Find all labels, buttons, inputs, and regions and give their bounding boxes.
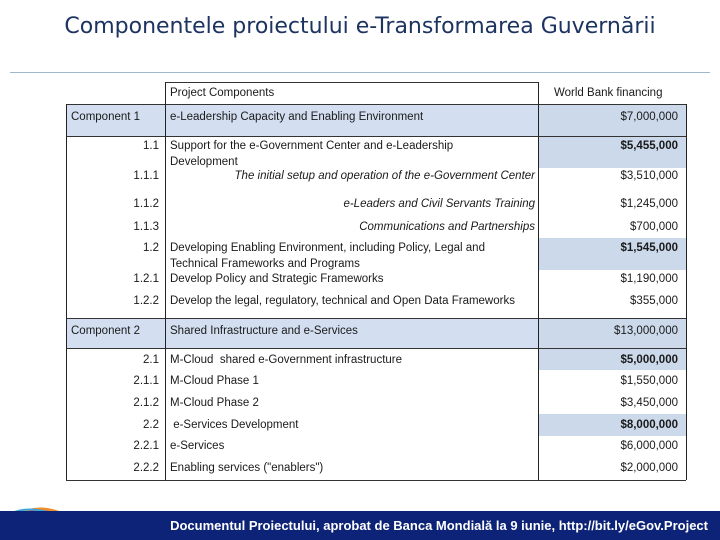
row-description: Enabling services ("enablers")	[170, 462, 324, 474]
row-amount: $1,545,000	[620, 242, 678, 254]
table-row	[66, 168, 686, 194]
row-code: 2.2.2	[133, 462, 159, 474]
row-amount: $8,000,000	[620, 419, 678, 431]
table-row	[66, 292, 686, 318]
row-description: Communications and Partnerships	[359, 221, 535, 233]
table-border	[66, 104, 67, 480]
row-amount: $3,510,000	[620, 170, 678, 182]
row-description: e-Services Development	[170, 419, 299, 431]
row-amount: $355,000	[630, 295, 678, 307]
table-border	[66, 104, 686, 105]
table-border	[686, 104, 687, 480]
table-row	[66, 136, 686, 168]
row-code: 1.2	[143, 242, 159, 254]
table-border	[66, 136, 686, 137]
row-description: e-Services	[170, 440, 225, 452]
table-row	[66, 104, 686, 136]
table-border	[538, 82, 539, 480]
table-row	[66, 458, 686, 480]
row-code: 1.1.1	[133, 170, 159, 182]
row-amount: $5,000,000	[620, 354, 678, 366]
row-amount: $1,550,000	[620, 375, 678, 387]
row-amount: $6,000,000	[620, 440, 678, 452]
row-description: M-Cloud shared e-Government infrastructure	[170, 354, 403, 366]
title-divider	[10, 72, 710, 73]
footer-bar	[0, 511, 720, 540]
row-description: Support for the e-Government Center and e-Leadership Development	[170, 140, 454, 168]
row-description: M-Cloud Phase 2	[170, 397, 259, 409]
row-description: The initial setup and operation of the e-Government Center	[234, 170, 535, 182]
row-amount: $13,000,000	[614, 325, 678, 337]
row-code: 2.1.1	[133, 375, 159, 387]
table-row	[66, 238, 686, 270]
row-amount: $1,245,000	[620, 198, 678, 210]
row-code: 2.2	[143, 419, 159, 431]
row-code: 1.1.2	[133, 198, 159, 210]
row-amount: $2,000,000	[620, 462, 678, 474]
row-amount: $1,190,000	[620, 273, 678, 285]
row-description: Develop Policy and Strategic Frameworks	[170, 273, 384, 285]
row-code: 1.1	[143, 140, 159, 152]
row-amount: $5,455,000	[620, 140, 678, 152]
row-code: 1.1.3	[133, 221, 159, 233]
row-description: Develop the legal, regulatory, technical and Open Data Frameworks	[170, 295, 515, 307]
row-code: 2.1.2	[133, 397, 159, 409]
table-row	[66, 392, 686, 414]
table-row	[66, 216, 686, 238]
table-row	[66, 348, 686, 370]
table-border	[66, 348, 686, 349]
table-row	[66, 414, 686, 436]
table-row	[66, 370, 686, 392]
table-border	[66, 318, 686, 319]
table-row	[66, 194, 686, 216]
header-financing: World Bank financing	[554, 87, 663, 99]
row-code: Component 1	[71, 111, 141, 123]
row-description: e-Leaders and Civil Servants Training	[343, 198, 535, 210]
table-header	[66, 82, 686, 104]
table-border	[66, 480, 686, 481]
row-description: M-Cloud Phase 1	[170, 375, 259, 387]
row-amount: $3,450,000	[620, 397, 678, 409]
row-description: Developing Enabling Environment, including Policy, Legal and Technical Frameworks and Programs	[170, 242, 485, 270]
row-code: 1.2.2	[133, 295, 159, 307]
table-row	[66, 318, 686, 348]
footer-source-text: Documentul Proiectului, aprobat de Banca Mondială la 9 iunie, http://bit.ly/eGov.Project	[170, 518, 708, 533]
row-amount: $700,000	[630, 221, 678, 233]
row-code: 2.1	[143, 354, 159, 366]
table-row	[66, 436, 686, 458]
row-code: Component 2	[71, 325, 141, 337]
header-project-components: Project Components	[170, 87, 275, 99]
table-border	[165, 82, 166, 480]
page-title: Componentele proiectului e-Transformarea Guvernării	[64, 14, 656, 39]
row-description: Shared Infrastructure and e-Services	[170, 325, 358, 337]
table-border	[165, 82, 538, 83]
table-row	[66, 270, 686, 292]
row-code: 1.2.1	[133, 273, 159, 285]
row-description: e-Leadership Capacity and Enabling Environment	[170, 111, 424, 123]
row-code: 2.2.1	[133, 440, 159, 452]
row-amount: $7,000,000	[620, 111, 678, 123]
